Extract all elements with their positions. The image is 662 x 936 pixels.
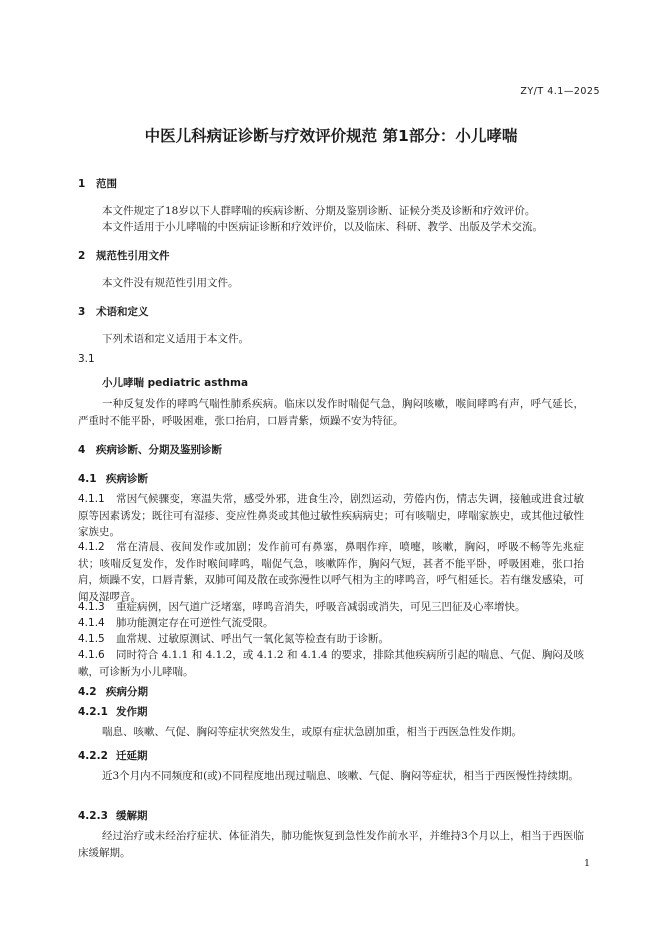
section-title: 疾病诊断、分期及鉴别诊断	[96, 444, 222, 456]
subsection-number: 4.2.3	[78, 810, 108, 822]
section-1-heading	[78, 176, 117, 191]
scope-paragraph-2: 本文件适用于小儿哮喘的中医病证诊断和疗效评价，以及临床、科研、教学、出版及学术交流。	[102, 221, 543, 233]
subsection-title: 缓解期	[116, 810, 148, 822]
term-name: 小儿哮喘 pediatric asthma	[102, 377, 249, 389]
clause-number: 4.1.4	[78, 617, 105, 629]
remission-stage-text: 经过治疗或未经治疗症状、体征消失，肺功能恢复到急性发作前水平，并维持3个月以上，相当于西医临床缓解期。	[78, 830, 584, 859]
standard-code: ZY/T 4.1—2025	[520, 86, 600, 97]
subsection-4-2-1-heading	[78, 704, 148, 719]
clause-number: 4.1.1	[78, 493, 105, 505]
page-number: 1	[583, 858, 590, 869]
clause-4-1-2	[78, 539, 584, 605]
subsection-title: 发作期	[116, 706, 148, 718]
clause-number: 4.1.5	[78, 633, 105, 645]
clause-number: 4.1.2	[78, 541, 105, 553]
clause-text: 常因气候骤变，寒温失常，感受外邪，进食生冷，剧烈运动，劳倦内伤，情志失调，接触或进食过敏原等因素诱发；既往可有湿疹、变应性鼻炎或其他过敏性疾病病史；可有咳喘史，哮喘家族史，或其他过敏性家族史。	[78, 493, 584, 538]
term-number: 3.1	[78, 353, 95, 365]
scope-paragraph-1: 本文件规定了18岁以下人群哮喘的疾病诊断、分期及鉴别诊断、证候分类及诊断和疗效评价。	[102, 205, 536, 217]
clause-4-1-3	[78, 599, 584, 616]
subsection-title: 迁延期	[116, 750, 148, 762]
clause-text: 常在清晨、夜间发作或加剧；发作前可有鼻塞，鼻咽作痒，喷嚏，咳嗽，胸闷，呼吸不畅等先兆症状；咳喘反复发作，发作时喉间哮鸣，喘促气急，咳嗽阵作，胸闷气短，甚者不能平卧，呼吸困难，张口抬肩，烦躁不安，口唇青紫，双肺可闻及散在或弥漫性以呼气相为主的哮鸣音，呼气相延长。若有继发感染，可闻及湿啰音。	[78, 541, 584, 603]
section-number: 1	[78, 178, 86, 190]
acute-stage-text: 喘息、咳嗽、气促、胸闷等症状突然发生，或原有症状急剧加重，相当于西医急性发作期。	[102, 726, 522, 738]
subsection-number: 4.2	[78, 686, 97, 698]
clause-4-1-4	[78, 615, 584, 632]
references-paragraph: 本文件没有规范性引用文件。	[102, 277, 239, 289]
section-title: 范围	[96, 178, 117, 190]
subsection-4-2-2-heading	[78, 748, 148, 763]
clause-4-1-6	[78, 647, 584, 680]
clause-number: 4.1.3	[78, 601, 105, 613]
clause-4-1-5	[78, 631, 584, 648]
subsection-title: 疾病分期	[106, 686, 148, 698]
subsection-number: 4.2.1	[78, 706, 108, 718]
section-title: 规范性引用文件	[96, 250, 170, 262]
term-definition: 一种反复发作的哮鸣气喘性肺系疾病。临床以发作时喘促气急，胸闷咳嗽，喉间哮鸣有声，呼气延长，严重时不能平卧，呼吸困难，张口抬肩，口唇青紫，烦躁不安为特征。	[78, 398, 584, 427]
section-3-heading	[78, 304, 149, 319]
section-title: 术语和定义	[96, 306, 149, 318]
subsection-number: 4.1	[78, 473, 97, 485]
section-number: 4	[78, 444, 86, 456]
terms-intro-paragraph: 下列术语和定义适用于本文件。	[102, 333, 249, 345]
subsection-title: 疾病诊断	[106, 473, 148, 485]
clause-text: 同时符合 4.1.1 和 4.1.2，或 4.1.2 和 4.1.4 的要求，排除其他疾病所引起的喘息、气促、胸闷及咳嗽，可诊断为小儿哮喘。	[78, 649, 584, 678]
section-number: 2	[78, 250, 86, 262]
clause-text: 血常规、过敏原测试、呼出气一氧化氮等检查有助于诊断。	[116, 633, 389, 645]
subsection-4-1-heading	[78, 471, 148, 486]
chronic-stage-text: 近3个月内不同频度和(或)不同程度地出现过喘息、咳嗽、气促、胸闷等症状，相当于西医慢性持续期。	[102, 770, 579, 782]
section-4-heading	[78, 442, 222, 457]
clause-text: 重症病例，因气道广泛堵塞，哮鸣音消失，呼吸音减弱或消失，可见三凹征及心率增快。	[116, 601, 526, 613]
subsection-4-2-heading	[78, 684, 148, 699]
subsection-4-2-3-heading	[78, 808, 148, 823]
clause-text: 肺功能测定存在可逆性气流受限。	[116, 617, 274, 629]
clause-4-1-1	[78, 491, 584, 541]
subsection-number: 4.2.2	[78, 750, 108, 762]
clause-number: 4.1.6	[78, 649, 105, 661]
section-2-heading	[78, 248, 170, 263]
section-number: 3	[78, 306, 86, 318]
page-title: 中医儿科病证诊断与疗效评价规范 第1部分：小儿哮喘	[144, 127, 518, 145]
